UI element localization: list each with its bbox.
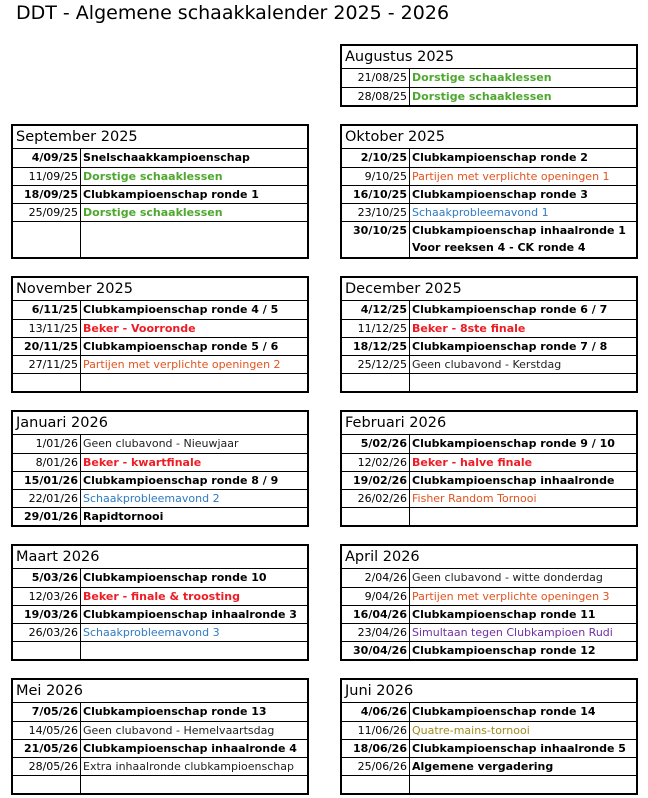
event-description bbox=[81, 222, 307, 257]
event-date bbox=[13, 642, 81, 659]
event-description: Partijen met verplichte openingen 1 bbox=[412, 170, 610, 183]
calendar-row bbox=[13, 185, 307, 203]
month-heading: Juni 2026 bbox=[342, 680, 636, 703]
event-date: 12/03/26 bbox=[13, 588, 81, 605]
event-description bbox=[410, 374, 636, 391]
event-description: Clubkampioenschap ronde 14 bbox=[412, 705, 596, 718]
event-description: Clubkampioenschap inhaalronde bbox=[412, 474, 615, 487]
calendar-row bbox=[342, 301, 636, 319]
calendar-row bbox=[13, 623, 307, 641]
event-date: 19/02/26 bbox=[342, 472, 410, 489]
month-juni-2026 bbox=[340, 678, 638, 795]
month-heading: September 2025 bbox=[13, 126, 307, 149]
event-description: Partijen met verplichte openingen 2 bbox=[83, 358, 281, 371]
event-description bbox=[81, 642, 307, 659]
page-title: DDT - Algemene schaakkalender 2025 - 2026 bbox=[16, 2, 450, 24]
event-description: Beker - kwartfinale bbox=[83, 456, 202, 469]
event-date: 30/04/26 bbox=[342, 642, 410, 659]
event-date bbox=[342, 776, 410, 793]
calendar-row bbox=[13, 435, 307, 453]
event-date: 11/06/26 bbox=[342, 722, 410, 739]
calendar-row bbox=[342, 69, 636, 87]
event-description: Clubkampioenschap inhaalronde 3 bbox=[83, 608, 297, 621]
event-date: 25/12/25 bbox=[342, 356, 410, 373]
event-date: 28/05/26 bbox=[13, 758, 81, 775]
event-description: Dorstige schaaklessen bbox=[83, 170, 223, 183]
event-date: 26/02/26 bbox=[342, 490, 410, 507]
event-date: 29/01/26 bbox=[13, 508, 81, 525]
event-date: 2/04/26 bbox=[342, 569, 410, 587]
event-date: 9/04/26 bbox=[342, 588, 410, 605]
event-description: Snelschaakkampioenschap bbox=[83, 151, 250, 164]
event-description: Schaakprobleemavond 3 bbox=[83, 626, 220, 639]
calendar-row bbox=[13, 221, 307, 257]
event-description: Clubkampioenschap ronde 7 / 8 bbox=[412, 340, 608, 353]
event-description: Fisher Random Tornooi bbox=[412, 492, 537, 505]
event-date bbox=[13, 222, 81, 257]
event-date: 14/05/26 bbox=[13, 722, 81, 739]
calendar-row bbox=[342, 167, 636, 185]
event-date: 20/11/25 bbox=[13, 338, 81, 355]
event-date: 1/01/26 bbox=[13, 435, 81, 453]
event-description bbox=[81, 374, 307, 391]
month-heading: Februari 2026 bbox=[342, 412, 636, 435]
calendar-row bbox=[13, 203, 307, 221]
calendar-row bbox=[13, 355, 307, 373]
calendar-row bbox=[342, 739, 636, 757]
calendar-row bbox=[13, 471, 307, 489]
event-date bbox=[13, 776, 81, 793]
calendar-row bbox=[342, 319, 636, 337]
month-februari-2026 bbox=[340, 410, 638, 527]
month-heading: Mei 2026 bbox=[13, 680, 307, 703]
calendar-row bbox=[342, 337, 636, 355]
month-augustus-2025 bbox=[340, 44, 638, 107]
calendar-row bbox=[13, 319, 307, 337]
month-oktober-2025 bbox=[340, 124, 638, 259]
calendar-row bbox=[342, 623, 636, 641]
month-maart-2026 bbox=[11, 544, 309, 661]
event-description: Clubkampioenschap ronde 3 bbox=[412, 188, 588, 201]
calendar-row bbox=[342, 775, 636, 793]
calendar-row bbox=[342, 507, 636, 525]
event-description: Clubkampioenschap ronde 9 / 10 bbox=[412, 437, 615, 450]
calendar-row bbox=[342, 355, 636, 373]
month-april-2026 bbox=[340, 544, 638, 661]
event-date: 21/08/25 bbox=[342, 69, 410, 87]
event-date: 16/10/25 bbox=[342, 186, 410, 203]
event-description: Dorstige schaaklessen bbox=[83, 206, 223, 219]
event-description bbox=[81, 776, 307, 793]
calendar-row bbox=[13, 167, 307, 185]
month-november-2025 bbox=[11, 276, 309, 393]
event-description: Clubkampioenschap ronde 10 bbox=[83, 571, 267, 584]
event-description: Extra inhaalronde clubkampioenschap bbox=[83, 760, 294, 773]
event-description: Geen clubavond - Kerstdag bbox=[412, 358, 562, 371]
calendar-row bbox=[342, 185, 636, 203]
calendar-row bbox=[13, 739, 307, 757]
event-description: Geen clubavond - witte donderdag bbox=[412, 571, 603, 584]
event-date: 23/10/25 bbox=[342, 204, 410, 221]
calendar-row bbox=[342, 489, 636, 507]
event-date: 23/04/26 bbox=[342, 624, 410, 641]
calendar-row bbox=[13, 489, 307, 507]
calendar-row bbox=[342, 721, 636, 739]
event-description: Beker - halve finale bbox=[412, 456, 533, 469]
month-januari-2026 bbox=[11, 410, 309, 527]
event-description: Geen clubavond - Nieuwjaar bbox=[83, 437, 239, 450]
event-date bbox=[13, 374, 81, 391]
calendar-row bbox=[13, 373, 307, 391]
event-date: 8/01/26 bbox=[13, 454, 81, 471]
calendar-row bbox=[13, 641, 307, 659]
calendar-row bbox=[342, 149, 636, 167]
event-date: 2/10/25 bbox=[342, 149, 410, 167]
event-date: 30/10/25 bbox=[342, 222, 410, 257]
event-date: 19/03/26 bbox=[13, 606, 81, 623]
calendar-row bbox=[13, 721, 307, 739]
month-heading: Augustus 2025 bbox=[342, 46, 636, 69]
event-description: Clubkampioenschap ronde 13 bbox=[83, 705, 267, 718]
event-description: Dorstige schaaklessen bbox=[412, 71, 552, 84]
calendar-row bbox=[342, 587, 636, 605]
event-date bbox=[342, 508, 410, 525]
event-description bbox=[410, 508, 636, 525]
event-date: 18/06/26 bbox=[342, 740, 410, 757]
event-description: Clubkampioenschap inhaalronde 5 bbox=[412, 742, 626, 755]
month-heading: Januari 2026 bbox=[13, 412, 307, 435]
calendar-row bbox=[13, 301, 307, 319]
calendar-row bbox=[13, 775, 307, 793]
event-date bbox=[342, 374, 410, 391]
event-date: 13/11/25 bbox=[13, 320, 81, 337]
month-heading: April 2026 bbox=[342, 546, 636, 569]
month-heading: December 2025 bbox=[342, 278, 636, 301]
event-date: 26/03/26 bbox=[13, 624, 81, 641]
calendar-row bbox=[342, 435, 636, 453]
calendar-row bbox=[342, 569, 636, 587]
event-description: Schaakprobleemavond 1 bbox=[412, 206, 549, 219]
event-description bbox=[410, 776, 636, 793]
event-description: Clubkampioenschap ronde 4 / 5 bbox=[83, 303, 279, 316]
event-description: Clubkampioenschap ronde 5 / 6 bbox=[83, 340, 279, 353]
event-description: Quatre-mains-tornooi bbox=[412, 724, 530, 737]
calendar-row bbox=[13, 703, 307, 721]
calendar-row bbox=[13, 757, 307, 775]
calendar-row bbox=[342, 203, 636, 221]
event-date: 22/01/26 bbox=[13, 490, 81, 507]
event-date: 15/01/26 bbox=[13, 472, 81, 489]
calendar-row bbox=[342, 757, 636, 775]
event-date: 7/05/26 bbox=[13, 703, 81, 721]
calendar-row bbox=[13, 337, 307, 355]
calendar-row bbox=[13, 605, 307, 623]
month-mei-2026 bbox=[11, 678, 309, 795]
event-date: 4/06/26 bbox=[342, 703, 410, 721]
event-description: Clubkampioenschap ronde 11 bbox=[412, 608, 596, 621]
calendar-row bbox=[13, 587, 307, 605]
event-description: Clubkampioenschap ronde 8 / 9 bbox=[83, 474, 279, 487]
event-date: 27/11/25 bbox=[13, 356, 81, 373]
event-date: 4/09/25 bbox=[13, 149, 81, 167]
calendar-row bbox=[13, 149, 307, 167]
event-date: 12/02/26 bbox=[342, 454, 410, 471]
event-date: 18/09/25 bbox=[13, 186, 81, 203]
event-date: 16/04/26 bbox=[342, 606, 410, 623]
event-description: Partijen met verplichte openingen 3 bbox=[412, 590, 610, 603]
event-description: Geen clubavond - Hemelvaartsdag bbox=[83, 724, 275, 737]
event-description: Algemene vergadering bbox=[412, 760, 554, 773]
calendar-row bbox=[342, 641, 636, 659]
event-description: Schaakprobleemavond 2 bbox=[83, 492, 220, 505]
calendar-row bbox=[342, 221, 636, 257]
calendar-row bbox=[342, 605, 636, 623]
calendar-row bbox=[342, 373, 636, 391]
calendar-row bbox=[342, 87, 636, 105]
month-heading: Maart 2026 bbox=[13, 546, 307, 569]
calendar-row bbox=[342, 471, 636, 489]
month-heading: November 2025 bbox=[13, 278, 307, 301]
event-description: Clubkampioenschap inhaalronde 4 bbox=[83, 742, 297, 755]
event-date: 5/02/26 bbox=[342, 435, 410, 453]
event-date: 11/12/25 bbox=[342, 320, 410, 337]
calendar-row bbox=[342, 703, 636, 721]
event-date: 6/11/25 bbox=[13, 301, 81, 319]
event-date: 21/05/26 bbox=[13, 740, 81, 757]
event-date: 11/09/25 bbox=[13, 168, 81, 185]
event-date: 28/08/25 bbox=[342, 88, 410, 105]
event-description: Clubkampioenschap inhaalronde 1 Voor reeksen 4 - CK ronde 4 bbox=[412, 224, 626, 254]
month-december-2025 bbox=[340, 276, 638, 393]
event-description: Simultaan tegen Clubkampioen Rudi bbox=[412, 626, 613, 639]
event-description: Beker - finale & troosting bbox=[83, 590, 240, 603]
event-date: 25/09/25 bbox=[13, 204, 81, 221]
calendar-row bbox=[13, 453, 307, 471]
calendar-row bbox=[13, 507, 307, 525]
event-description: Clubkampioenschap ronde 12 bbox=[412, 644, 596, 657]
event-date: 9/10/25 bbox=[342, 168, 410, 185]
event-description: Beker - 8ste finale bbox=[412, 322, 526, 335]
event-description: Dorstige schaaklessen bbox=[412, 90, 552, 103]
event-description: Beker - Voorronde bbox=[83, 322, 196, 335]
event-date: 4/12/25 bbox=[342, 301, 410, 319]
calendar-row bbox=[13, 569, 307, 587]
event-date: 18/12/25 bbox=[342, 338, 410, 355]
event-description: Clubkampioenschap ronde 2 bbox=[412, 151, 588, 164]
event-date: 25/06/26 bbox=[342, 758, 410, 775]
event-description: Rapidtornooi bbox=[83, 510, 164, 523]
calendar-row bbox=[342, 453, 636, 471]
month-heading: Oktober 2025 bbox=[342, 126, 636, 149]
event-description: Clubkampioenschap ronde 1 bbox=[83, 188, 259, 201]
month-september-2025 bbox=[11, 124, 309, 259]
event-description: Clubkampioenschap ronde 6 / 7 bbox=[412, 303, 608, 316]
event-date: 5/03/26 bbox=[13, 569, 81, 587]
